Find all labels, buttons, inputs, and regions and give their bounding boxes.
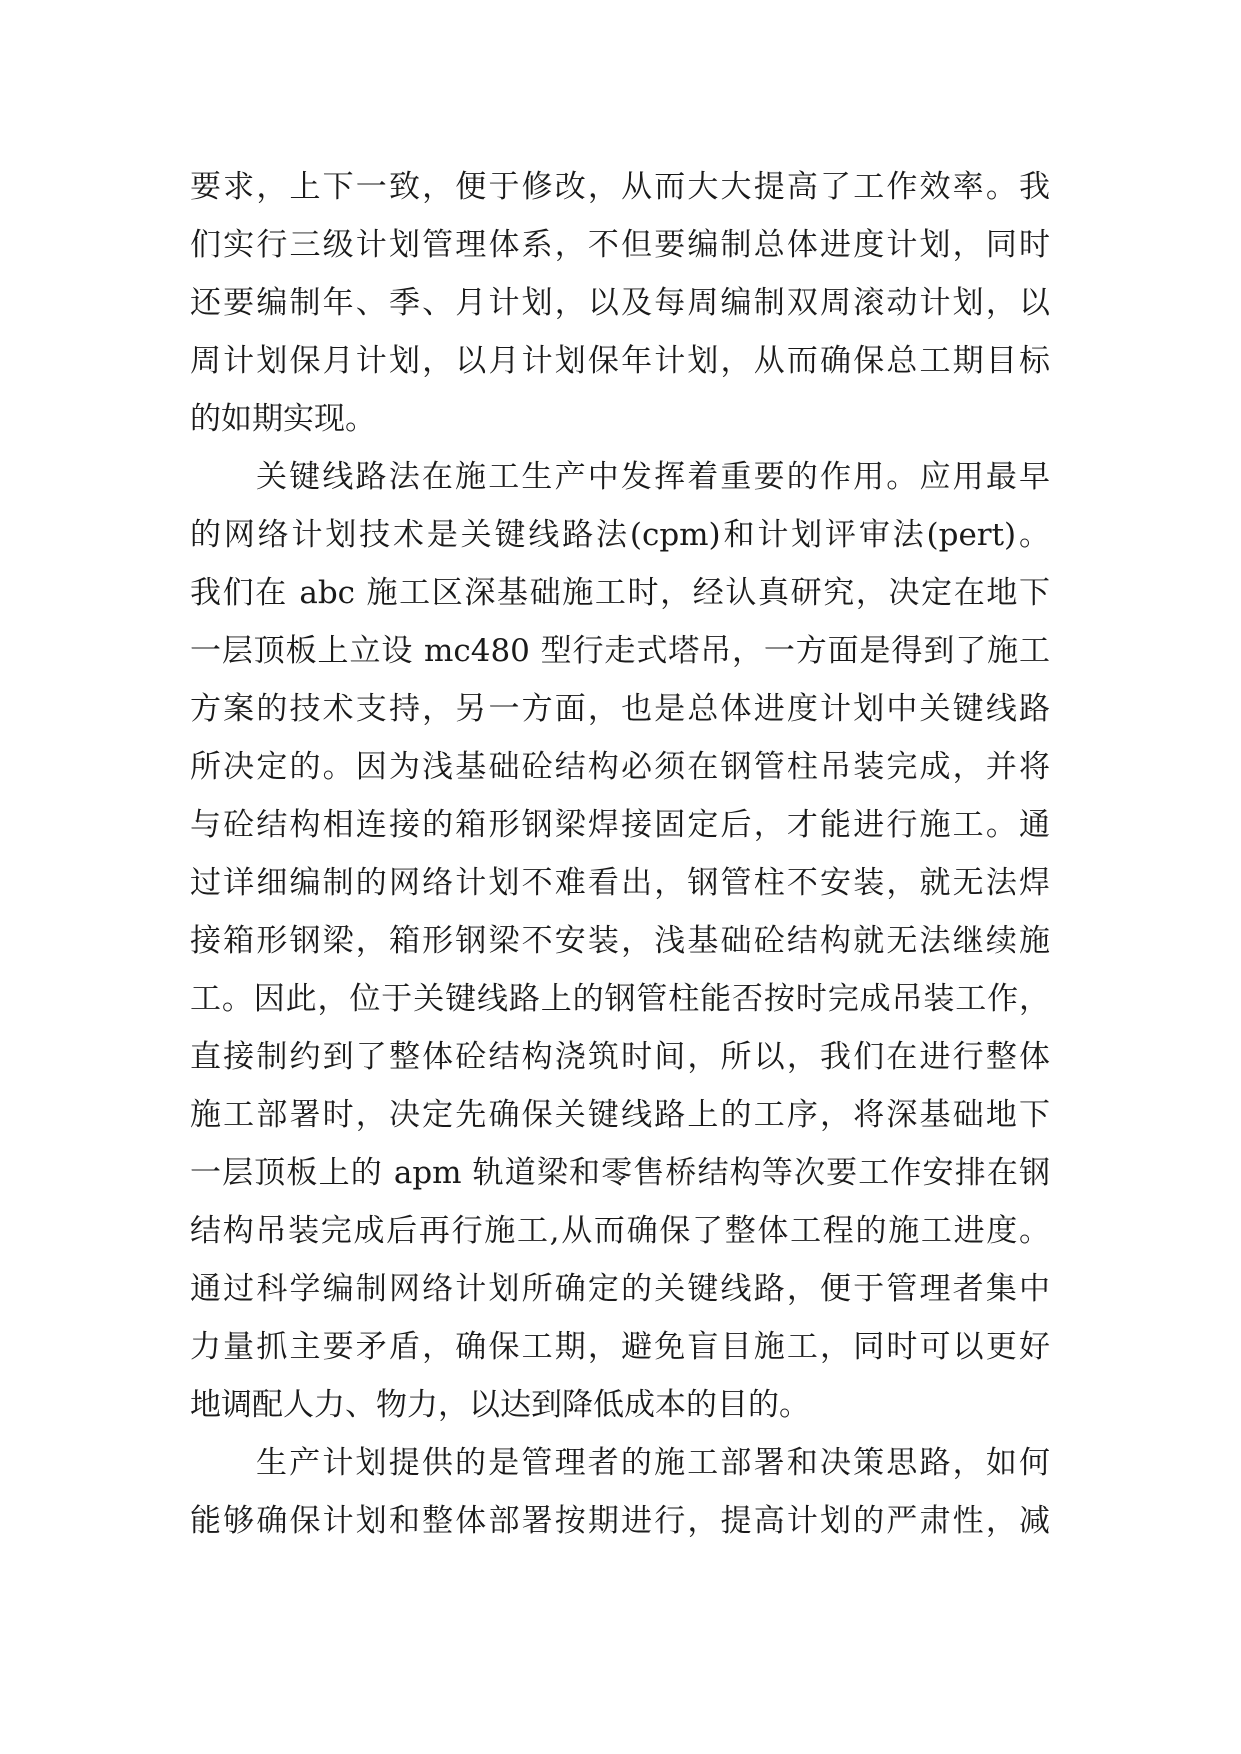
body-text — [190, 158, 1050, 1550]
text-line: 我们在 abc 施工区深基础施工时，经认真研究，决定在地下 — [190, 575, 1050, 611]
text-line: 的网络计划技术是关键线路法(cpm)和计划评审法(pert)。 — [190, 517, 1050, 553]
text-line: 通过科学编制网络计划所确定的关键线路，便于管理者集中 — [190, 1271, 1050, 1307]
text-line: 施工部署时，决定先确保关键线路上的工序，将深基础地下 — [190, 1097, 1050, 1133]
paragraph — [190, 448, 1050, 1434]
text-line: 所决定的。因为浅基础砼结构必须在钢管柱吊装完成，并将 — [190, 749, 1050, 785]
text-line: 生产计划提供的是管理者的施工部署和决策思路，如何 — [256, 1445, 1050, 1481]
text-line: 要求，上下一致，便于修改，从而大大提高了工作效率。我 — [190, 169, 1050, 205]
text-line: 过详细编制的网络计划不难看出，钢管柱不安装，就无法焊 — [190, 865, 1050, 901]
text-line: 们实行三级计划管理体系，不但要编制总体进度计划，同时 — [190, 227, 1050, 263]
text-line: 与砼结构相连接的箱形钢梁焊接固定后，才能进行施工。通 — [190, 807, 1050, 843]
text-line: 一层顶板上的 apm 轨道梁和零售桥结构等次要工作安排在钢 — [190, 1155, 1050, 1191]
paragraph — [190, 158, 1050, 448]
text-line: 一层顶板上立设 mc480 型行走式塔吊，一方面是得到了施工 — [190, 633, 1050, 669]
text-line: 方案的技术支持，另一方面，也是总体进度计划中关键线路 — [190, 691, 1050, 727]
text-line: 的如期实现。 — [190, 401, 376, 437]
text-line: 地调配人力、物力，以达到降低成本的目的。 — [190, 1387, 810, 1423]
text-line: 周计划保月计划，以月计划保年计划，从而确保总工期目标 — [190, 343, 1050, 379]
text-line: 工。因此，位于关键线路上的钢管柱能否按时完成吊装工作， — [190, 981, 1050, 1017]
text-line: 接箱形钢梁，箱形钢梁不安装，浅基础砼结构就无法继续施 — [190, 923, 1050, 959]
text-line: 能够确保计划和整体部署按期进行，提高计划的严肃性，减 — [190, 1503, 1050, 1539]
text-line: 关键线路法在施工生产中发挥着重要的作用。应用最早 — [256, 459, 1050, 495]
text-line: 结构吊装完成后再行施工,从而确保了整体工程的施工进度。 — [190, 1213, 1050, 1249]
text-line: 力量抓主要矛盾，确保工期，避免盲目施工，同时可以更好 — [190, 1329, 1050, 1365]
text-line: 直接制约到了整体砼结构浇筑时间，所以，我们在进行整体 — [190, 1039, 1050, 1075]
paragraph — [190, 1434, 1050, 1550]
text-line: 还要编制年、季、月计划，以及每周编制双周滚动计划，以 — [190, 285, 1050, 321]
